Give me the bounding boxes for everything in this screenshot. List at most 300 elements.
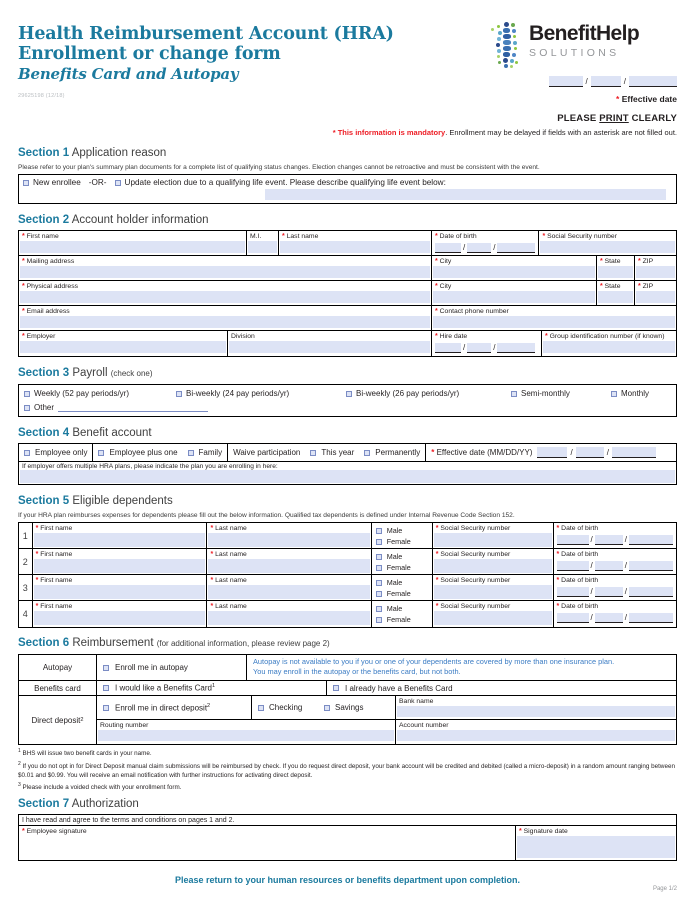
direct-deposit-footnote-ref: 2 [80,717,84,723]
physical-state-cell [597,281,635,305]
footnote-1-marker: 1 [18,748,21,754]
dependent-sex-cell [372,549,433,574]
physical-address-row [19,281,676,306]
section-3-box [18,384,677,417]
section-1-heading [18,146,677,160]
dependent-last-name-label: * Last name [210,524,247,532]
footnote-3-text: Please include a voided check with your enrollment form. [22,784,182,792]
dependent-ssn-input[interactable] [434,559,552,573]
dependent-female-checkbox[interactable] [376,539,382,545]
dependent-female-label: Female [386,563,411,572]
waive-this-year-label: This year [321,448,355,457]
coverage-employee-only-checkbox[interactable] [24,450,30,456]
logo-name: BenefitHelp [529,22,640,45]
dependent-female-checkbox[interactable] [376,565,382,571]
dependent-sex-cell [372,601,433,627]
dependent-last-name-input[interactable] [208,559,369,573]
dependent-female-checkbox[interactable] [376,591,382,597]
table-row [19,549,676,575]
dependent-last-name-input[interactable] [208,585,369,599]
first-name-input[interactable] [20,241,245,253]
dependent-ssn-input[interactable] [434,585,552,599]
dependent-male-option[interactable] [376,577,432,588]
effective-date-inputs[interactable] [549,76,677,87]
autopay-row [19,655,676,681]
dependent-male-option[interactable] [376,551,432,562]
logo-dot-matrix-icon [491,22,525,70]
benefit-coverage-row [19,444,676,462]
dependent-ssn-input[interactable] [434,611,552,625]
section-6 [18,636,677,792]
dependent-ssn-cell [433,601,554,627]
dependent-first-name-label: * First name [35,524,73,532]
section-3-number: Section 3 [18,367,70,379]
dependent-dob-year-input[interactable] [629,587,673,597]
section-1-number: Section 1 [18,147,70,159]
dependent-dob-cell [554,523,676,548]
contact-row [19,306,676,331]
dependent-first-name-input[interactable] [34,585,206,599]
section-3-title: Payroll [72,367,108,379]
hire-date-day-input[interactable] [467,343,491,353]
effective-date-label [517,94,677,104]
payroll-weekly-checkbox[interactable] [24,391,30,397]
dep-slash-2: / [624,560,628,570]
section-6-footnotes [18,747,677,792]
autopay-enroll-checkbox[interactable] [103,665,109,671]
waive-permanently-checkbox[interactable] [364,450,370,456]
benefits-card-want-label: I would like a Benefits Card$^1$ [115,683,216,693]
mailing-zip-cell [635,256,676,280]
dependent-dob-day-input[interactable] [595,587,623,597]
dependent-dob-cell [554,575,676,600]
footnote-2 [18,760,677,780]
checking-label: Checking [269,703,303,712]
dependent-female-label: Female [386,589,411,598]
mandatory-notice [257,128,677,139]
phone-label: * Contact phone number [435,307,509,315]
dependent-dob-month-input[interactable] [557,613,589,623]
dependent-female-option[interactable] [376,588,432,599]
direct-deposit-fields [97,696,676,744]
routing-number-input[interactable] [98,730,394,741]
table-row [19,575,676,601]
dependent-male-checkbox[interactable] [376,554,382,560]
savings-checkbox[interactable] [324,705,330,711]
account-number-input[interactable] [397,730,675,741]
dependent-dob-day-input[interactable] [595,613,623,623]
dependent-first-name-input[interactable] [34,559,206,573]
dependent-ssn-label: * Social Security number [435,602,511,610]
print-clearly-post: CLEARLY [628,113,677,124]
dependent-male-label: Male [386,552,403,561]
physical-zip-input[interactable] [636,291,675,303]
mailing-city-cell [432,256,597,280]
section-3-heading [18,366,677,381]
payroll-option-biweekly-24[interactable] [176,389,346,398]
payroll-option-semimonthly[interactable] [511,389,611,398]
coverage-employee-only-option[interactable] [19,444,93,461]
dependent-male-label: Male [386,578,403,587]
benefits-card-have-option[interactable] [327,681,676,695]
dependent-dob-day-input[interactable] [595,535,623,545]
section-7-title: Authorization [71,798,139,811]
section-1-note: Please refer to your plan's summary plan documents for a complete list of qualifying status changes. Election changes cannot be retroactive and must be consistent with the event. [18,164,540,171]
update-election-checkbox[interactable] [115,180,121,186]
last-name-input[interactable] [280,241,430,253]
division-cell [228,331,432,356]
routing-number-label: Routing number [100,721,149,729]
email-cell [19,306,432,330]
benefit-eff-year-input[interactable] [612,447,656,458]
benefits-card-row [19,681,676,696]
employer-input[interactable] [20,341,226,353]
dependent-ssn-label: * Social Security number [435,524,511,532]
section-2-heading [18,213,677,227]
benefit-eff-slash-1: / [570,448,573,457]
direct-deposit-bottom-row [97,720,676,744]
section-5-title: Eligible dependents [72,495,173,507]
payroll-option-biweekly-26[interactable] [346,389,511,398]
mailing-state-input[interactable] [598,266,633,278]
autopay-enroll-option[interactable] [97,655,247,680]
dep-slash-2: / [624,534,628,544]
benefits-card-have-checkbox[interactable] [333,685,339,691]
footnote-3-marker: 3 [18,782,21,789]
physical-address-cell [19,281,432,305]
physical-state-input[interactable] [598,291,633,303]
title-block [18,24,394,99]
hire-slash-1: / [463,342,466,352]
hire-date-cell [432,331,542,356]
dep-slash-2: / [624,586,628,596]
dep-slash-1: / [590,586,593,596]
direct-deposit-enroll-label: Enroll me in direct deposit$^2$ [115,702,211,713]
physical-city-label: * City [435,282,452,290]
section-4-box [18,443,677,485]
mailing-address-input[interactable] [20,266,430,278]
dependent-last-name-cell [207,549,371,574]
waive-this-year-checkbox[interactable] [310,450,316,456]
benefit-eff-slash-2: / [606,448,609,457]
dependent-last-name-label: * Last name [210,550,247,558]
dependent-row-number: 1 [19,523,33,548]
dependent-male-checkbox[interactable] [376,580,382,586]
section-6-number: Section 6 [18,637,70,649]
form-title-line1: Health Reimbursement Account (HRA) [18,24,394,44]
form-subtitle: Benefits Card and Autopay [18,65,239,83]
waive-this-year-option[interactable] [305,444,359,461]
dependent-dob-year-input[interactable] [629,613,673,623]
update-election-label: Update election due to a qualifying life event. Please describe qualifying life event below: [124,178,446,187]
bank-name-cell [396,696,676,719]
payroll-biweekly24-checkbox[interactable] [176,391,182,397]
waive-participation-label: Waive participation [233,448,301,457]
physical-city-input[interactable] [433,291,595,303]
mailing-address-label: * Mailing address [22,257,75,265]
autopay-note [247,655,676,680]
dependent-ssn-cell [433,523,554,548]
payroll-other-label: Other [34,403,55,412]
dependent-first-name-input[interactable] [34,611,206,625]
signature-date-input[interactable] [517,836,675,858]
physical-zip-cell [635,281,676,305]
middle-initial-input[interactable] [248,241,277,253]
dependent-last-name-cell [207,575,371,600]
logo-text [529,22,639,60]
autopay-note-line1: Autopay is not available to you if you or one of your dependents are covered by more than one insurance plan. [253,657,615,666]
email-input[interactable] [20,316,430,328]
dependent-male-label: Male [386,604,403,613]
section-7-number: Section 7 [18,798,70,811]
coverage-family-checkbox[interactable] [188,450,194,456]
print-clearly-underline: PRINT [599,113,629,124]
effective-date-year-input[interactable] [629,76,677,87]
employee-signature-cell [19,826,516,860]
benefits-card-want-option[interactable] [97,681,327,695]
physical-address-input[interactable] [20,291,430,303]
dob-label: * Date of birth [435,232,477,240]
dependent-dob-inputs[interactable] [554,585,676,597]
benefit-eff-month-input[interactable] [537,447,567,458]
section-4-title: Benefit account [72,427,152,439]
middle-initial-label: M.I. [250,232,262,240]
section-5-note: If your HRA plan reimburses expenses for dependents please fill out the below information. Qualified tax dependents is defined under Internal Revenue Code Section 152. [18,512,515,519]
direct-deposit-enroll-option[interactable] [97,696,252,719]
section-3-subtitle: (check one) [110,369,153,378]
employee-signature-input[interactable] [19,836,515,856]
payroll-biweekly26-checkbox[interactable] [346,391,352,397]
payroll-other-row [24,403,671,412]
account-type-checking-option[interactable] [252,696,324,719]
dependent-male-option[interactable] [376,603,432,614]
physical-zip-label: * ZIP [638,282,654,290]
form-title-line2: Enrollment or change form [18,44,281,64]
table-row [19,601,676,627]
division-input[interactable] [229,341,430,353]
dependent-row-number: 3 [19,575,33,600]
dependent-dob-label: * Date of birth [556,576,599,584]
account-number-label: Account number [399,721,449,729]
dependent-female-label: Female [386,537,411,546]
hire-date-year-input[interactable] [497,343,535,353]
signature-date-cell [516,826,676,860]
section-5-number: Section 5 [18,495,70,507]
dependent-male-checkbox[interactable] [376,606,382,612]
dependent-dob-year-input[interactable] [629,535,673,545]
mailing-state-label: * State [600,257,621,265]
coverage-family-option[interactable] [183,444,229,461]
physical-address-label: * Physical address [22,282,79,290]
mailing-address-cell [19,256,432,280]
section-1-box [18,174,677,204]
print-clearly-notice [557,113,677,124]
dependent-female-option[interactable] [376,562,432,573]
benefit-effective-date-inputs[interactable] [537,447,655,458]
dependent-last-name-input[interactable] [208,533,369,547]
last-name-label: * Last name [282,232,319,240]
footnote-2-text: If you do not opt in for Direct Deposit manual claim submissions will be reimbursed by check. If you do request direct deposit, your bank account will be credited and debited (called a micro-deposit) in a random amount ranging between $0.01 and $0.99. You will receive an email notification with further instructions for activating direct deposit. [18,762,675,779]
payroll-monthly-label: Monthly [621,389,650,398]
header-effective-date [517,74,677,104]
payroll-monthly-checkbox[interactable] [611,391,617,397]
benefit-effective-date-cell [426,444,676,461]
waive-permanently-option[interactable] [359,444,426,461]
multiplan-input[interactable] [20,470,675,483]
hire-date-inputs[interactable] [432,341,541,353]
section-7-box [18,814,677,861]
dependent-dob-label: * Date of birth [556,524,599,532]
form-code: 29625198 (12/18) [18,93,65,99]
section-1 [18,146,677,204]
dependent-female-option[interactable] [376,536,432,547]
dependent-dob-year-input[interactable] [629,561,673,571]
return-instruction: Please return to your human resources or benefits department upon completion. [174,875,521,886]
dependent-ssn-label: * Social Security number [435,576,511,584]
application-reason-options [19,175,676,187]
dependent-first-name-label: * First name [35,602,73,610]
employer-cell [19,331,228,356]
physical-city-cell [432,281,597,305]
physical-state-label: * State [600,282,621,290]
footnote-3 [18,781,677,792]
new-enrollee-checkbox[interactable] [23,180,29,186]
coverage-employee-plus-one-checkbox[interactable] [98,450,104,456]
waive-permanently-label: Permanently [375,448,421,457]
dob-slash-2: / [493,242,496,252]
ssn-cell [539,231,676,255]
payroll-other-input[interactable] [58,403,208,412]
dependent-first-name-input[interactable] [34,533,206,547]
payroll-options [24,389,671,398]
effective-date-month-input[interactable] [549,76,583,87]
payroll-weekly-label: Weekly (52 pay periods/yr) [34,389,129,398]
dependent-ssn-label: * Social Security number [435,550,511,558]
section-4-number: Section 4 [18,427,70,439]
mailing-zip-input[interactable] [636,266,675,278]
dob-year-input[interactable] [497,243,535,253]
section-2 [18,213,677,357]
first-name-label: * First name [22,232,59,240]
division-label: Division [231,332,255,340]
multiplan-row [19,462,676,483]
section-3 [18,366,677,417]
dependent-male-checkbox[interactable] [376,528,382,534]
hire-date-month-input[interactable] [435,343,461,353]
dob-day-input[interactable] [467,243,491,253]
dependent-female-option[interactable] [376,614,432,625]
qualifying-life-event-input[interactable] [265,189,666,200]
dependent-ssn-input[interactable] [434,533,552,547]
dependent-dob-day-input[interactable] [595,561,623,571]
group-id-input[interactable] [543,341,675,353]
benefits-card-want-checkbox[interactable] [103,685,109,691]
dependent-first-name-label: * First name [35,576,73,584]
dep-slash-1: / [590,560,593,570]
benefits-card-have-label: I already have a Benefits Card [345,683,453,693]
dependent-dob-month-input[interactable] [557,561,589,571]
payroll-other-checkbox[interactable] [24,405,30,411]
dependent-dob-cell [554,601,676,627]
phone-input[interactable] [433,316,675,328]
dependent-dob-inputs[interactable] [554,611,676,623]
checking-checkbox[interactable] [258,705,264,711]
section-4-heading [18,426,677,440]
dependent-first-name-label: * First name [35,550,73,558]
logo-subtitle: SOLUTIONS [529,47,620,59]
coverage-employee-plus-one-option[interactable] [93,444,182,461]
dependent-row-number: 2 [19,549,33,574]
dependent-row-number: 4 [19,601,33,627]
section-6-box [18,654,677,745]
payroll-semimonthly-checkbox[interactable] [511,391,517,397]
dependent-dob-inputs[interactable] [554,559,676,571]
dependent-dob-month-input[interactable] [557,535,589,545]
name-row [19,231,676,256]
account-number-cell [396,720,676,744]
direct-deposit-enroll-checkbox[interactable] [103,705,109,711]
dependent-sex-cell [372,523,433,548]
payroll-option-monthly[interactable] [611,389,649,398]
date-slash-2: / [623,77,626,86]
payroll-option-weekly[interactable] [24,389,176,398]
dependent-female-checkbox[interactable] [376,617,382,623]
multiplan-note: If employer offers multiple HRA plans, please indicate the plan you are enrolling in here: [22,463,278,470]
signature-date-label: * Signature date [519,827,568,835]
or-separator: -OR- [88,178,107,187]
group-id-cell [542,331,676,356]
benefithelp-logo [491,22,677,72]
dependent-last-name-input[interactable] [208,611,369,625]
account-type-savings-option[interactable] [324,696,396,719]
footnote-1 [18,747,677,758]
employee-signature-label: * Employee signature [22,827,87,835]
dob-inputs[interactable] [432,241,538,253]
direct-deposit-top-row [97,696,676,720]
first-name-cell [19,231,247,255]
direct-deposit-row [19,696,676,744]
section-1-title: Application reason [71,147,167,159]
middle-initial-cell [247,231,279,255]
bank-name-label: Bank name [399,697,434,705]
dependent-first-name-cell [33,523,208,548]
benefit-eff-day-input[interactable] [576,447,604,458]
autopay-note-line2: You may enroll in the autopay or the benefits card, but not both. [253,667,461,676]
mailing-state-cell [597,256,635,280]
mailing-city-input[interactable] [433,266,595,278]
dependent-dob-label: * Date of birth [556,602,599,610]
dependent-male-option[interactable] [376,525,432,536]
employer-row [19,331,676,356]
autopay-row-label: Autopay [19,655,97,680]
effective-date-day-input[interactable] [591,76,621,87]
coverage-family-label: Family [198,448,223,457]
update-election-option[interactable] [115,178,446,187]
new-enrollee-option[interactable] [23,178,81,187]
dependent-dob-month-input[interactable] [557,587,589,597]
payroll-biweekly24-label: Bi-weekly (24 pay periods/yr) [186,389,290,398]
dependent-dob-inputs[interactable] [554,533,676,545]
footnote-2-marker: 2 [18,760,21,767]
autopay-enroll-label: Enroll me in autopay [115,663,188,672]
dob-cell [432,231,539,255]
ssn-input[interactable] [540,241,675,253]
dep-slash-2: / [624,612,628,622]
dob-month-input[interactable] [435,243,461,253]
section-6-title: Reimbursement [72,637,154,649]
dependent-first-name-cell [33,575,208,600]
bank-name-input[interactable] [397,706,675,717]
